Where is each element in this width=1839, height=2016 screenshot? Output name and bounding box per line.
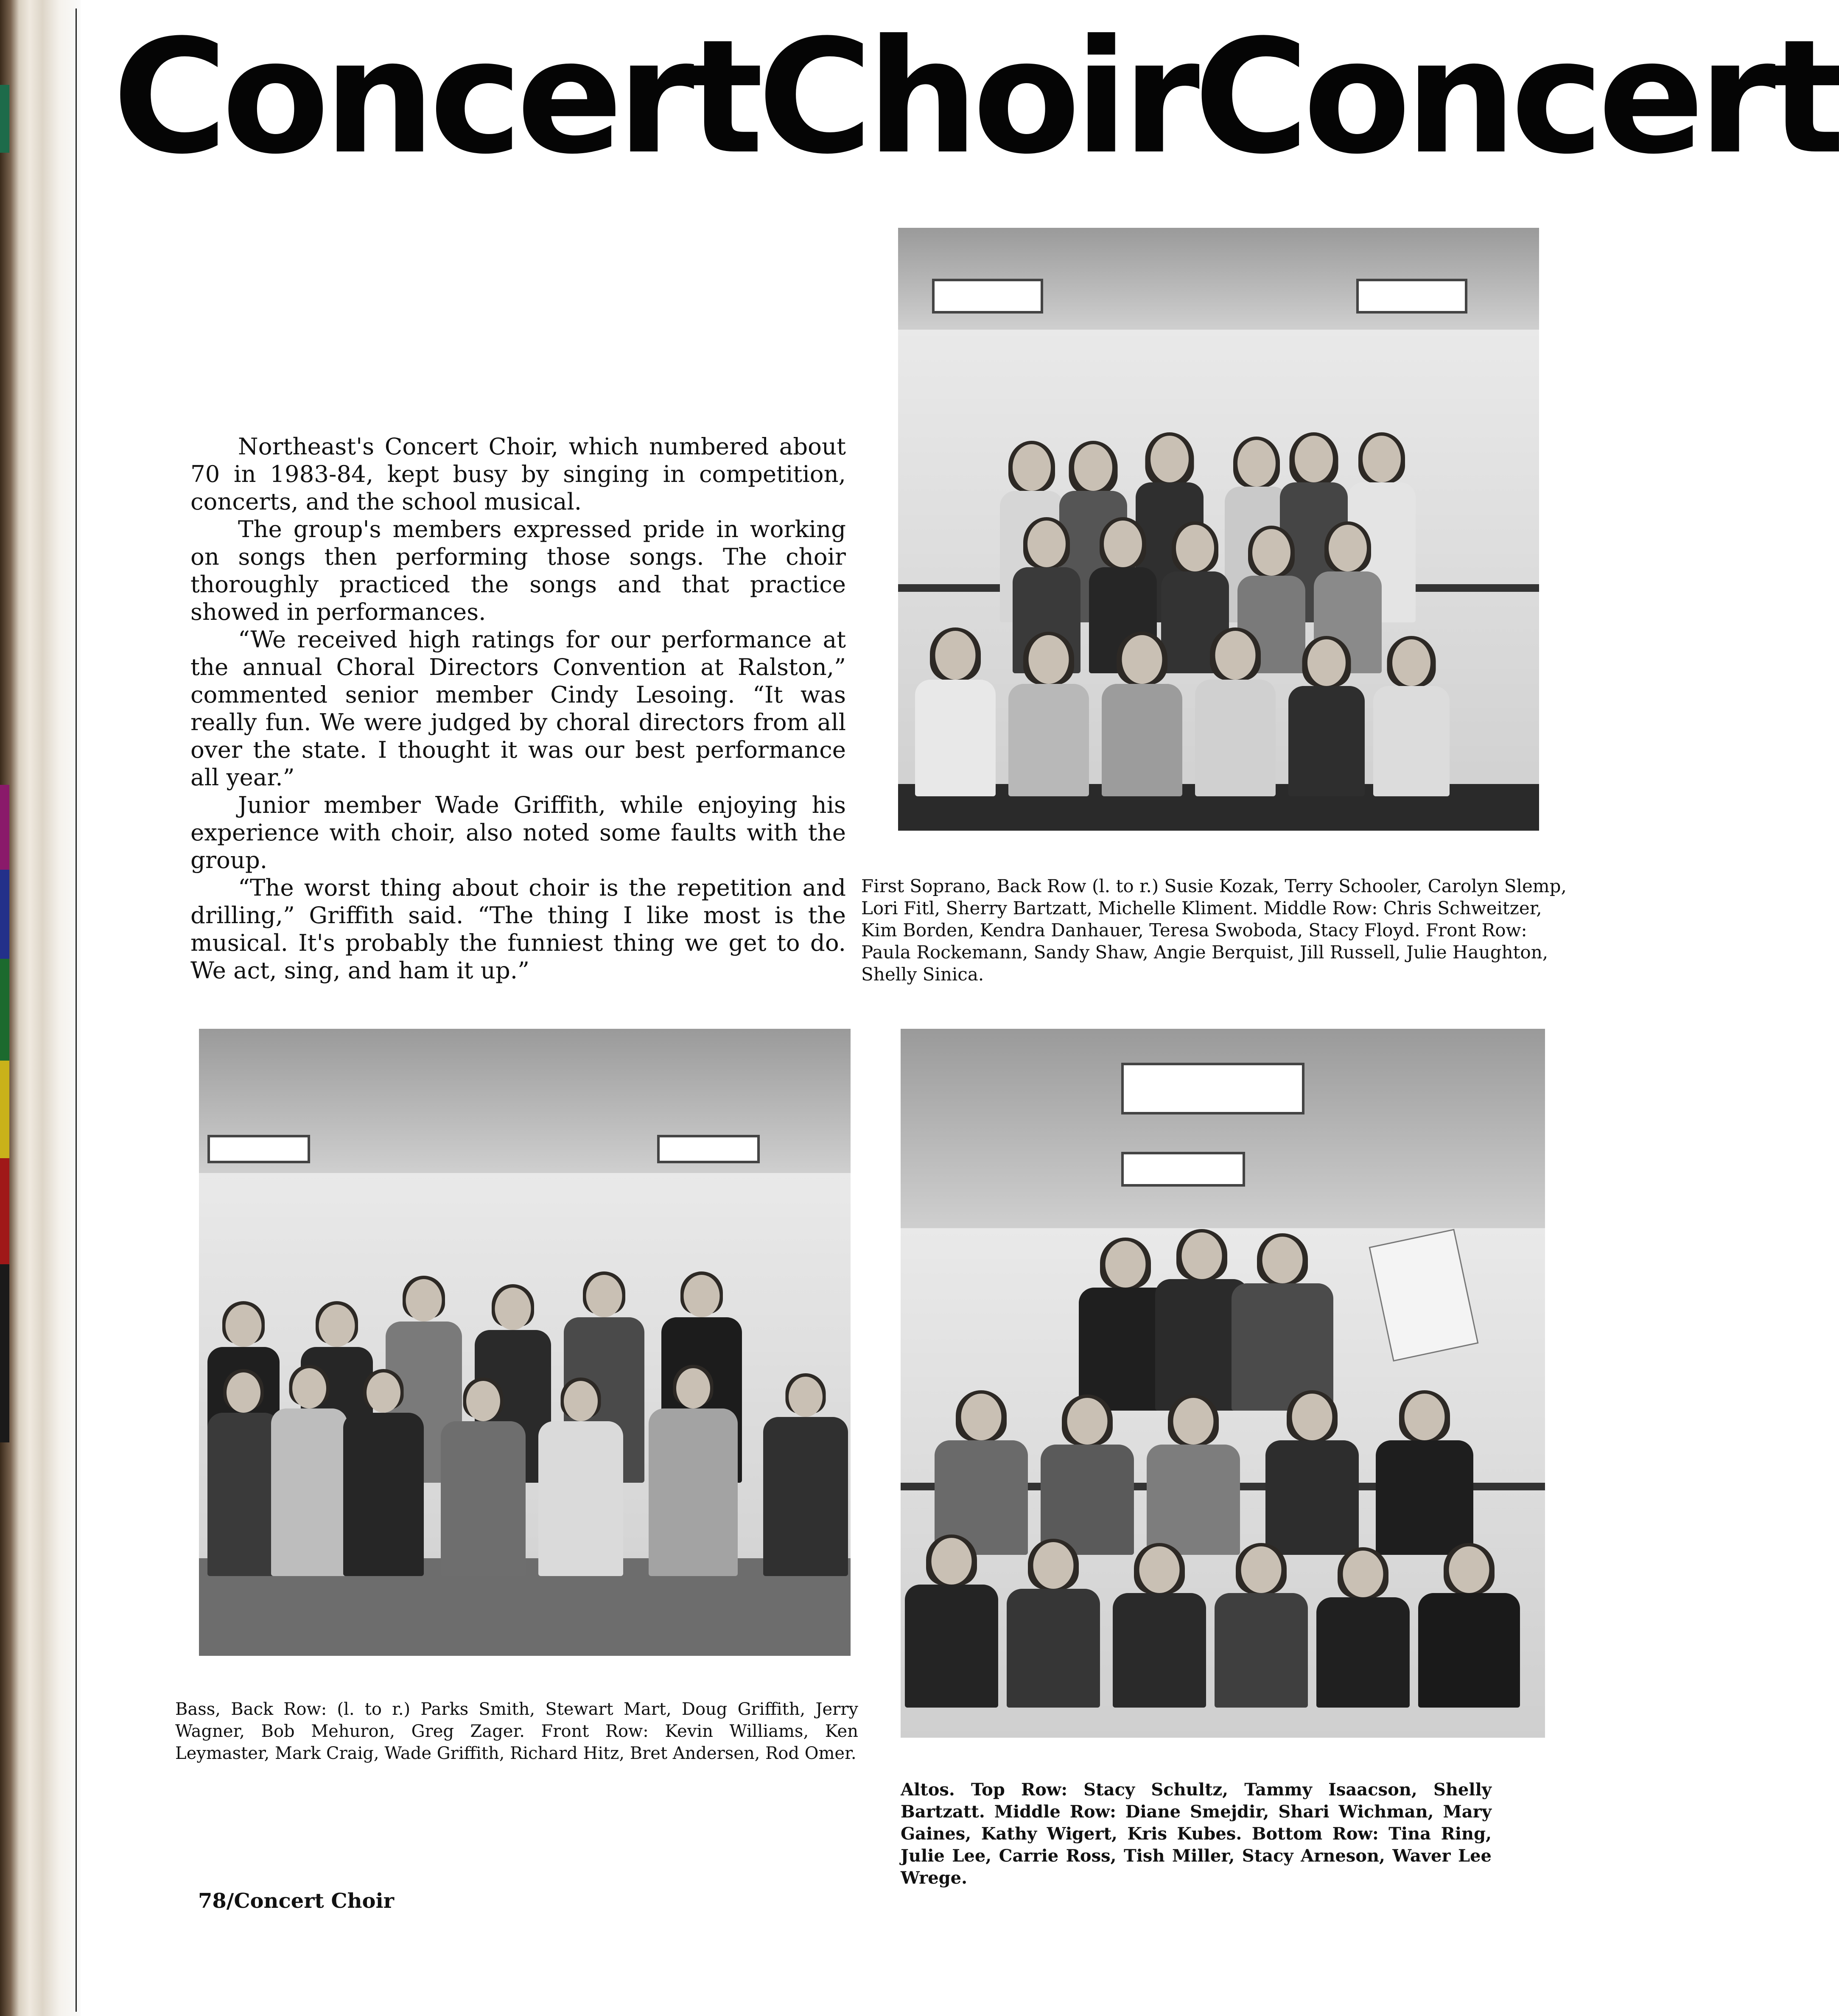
page-headline: ConcertChoirConcert bbox=[112, 6, 1839, 189]
article-body bbox=[190, 433, 846, 984]
choir-member bbox=[1376, 1394, 1473, 1555]
choir-member bbox=[1418, 1546, 1520, 1708]
ceiling-light bbox=[932, 279, 1043, 314]
book-binding-edge bbox=[0, 0, 81, 2016]
article-paragraph: “The worst thing about choir is the repetition and drilling,” Griffith said. “The thing I like most is the musical. It's probably the funniest thing we get to do. We act, sing, and ham it up.” bbox=[190, 874, 846, 984]
choir-member bbox=[1215, 1546, 1308, 1708]
choir-member bbox=[649, 1368, 738, 1576]
ceiling-light bbox=[1356, 279, 1467, 314]
choir-member bbox=[207, 1372, 280, 1576]
choir-member bbox=[1102, 635, 1182, 796]
bass-caption: Bass, Back Row: (l. to r.) Parks Smith, Stewart Mart, Doug Griffith, Jerry Wagner, Bob Mehuron, Greg Zager. Front Row: Kevin Williams, Ken Leymaster, Mark Craig, Wade Griffith, Richard Hitz, Bret Andersen, Rod Omer. bbox=[175, 1700, 858, 1763]
choir-member bbox=[1008, 635, 1089, 796]
binding-tab-magenta bbox=[0, 785, 9, 870]
choir-member bbox=[1147, 1398, 1240, 1555]
choir-member bbox=[935, 1394, 1028, 1555]
choir-member bbox=[1316, 1551, 1410, 1708]
bass-photo bbox=[199, 1029, 851, 1656]
binding-tab-blue bbox=[0, 870, 9, 959]
ceiling-light bbox=[657, 1135, 760, 1163]
choir-member bbox=[1265, 1394, 1359, 1555]
article-paragraph: Junior member Wade Griffith, while enjoying his experience with choir, also noted some faults with the group. bbox=[190, 791, 846, 874]
page-folio: 78/Concert Choir bbox=[198, 1889, 395, 1913]
choir-member bbox=[343, 1372, 424, 1576]
choir-member bbox=[1373, 639, 1450, 796]
binding-tab-yellow bbox=[0, 1061, 9, 1158]
choir-member bbox=[905, 1538, 998, 1708]
ceiling-light bbox=[1121, 1152, 1245, 1187]
choir-member bbox=[915, 631, 996, 796]
ceiling-light bbox=[207, 1135, 310, 1163]
article-paragraph: The group's members expressed pride in working on songs then performing those songs. The choir thoroughly practiced the songs and that practice showed in performances. bbox=[190, 515, 846, 625]
choir-member bbox=[538, 1381, 623, 1576]
choir-member bbox=[1288, 639, 1365, 796]
choir-member bbox=[1041, 1398, 1134, 1555]
choir-member bbox=[1007, 1542, 1100, 1708]
binding-tab-dark bbox=[0, 1264, 9, 1442]
choir-member bbox=[271, 1368, 347, 1576]
choir-member bbox=[441, 1381, 526, 1576]
article-paragraph: “We received high ratings for our performance at the annual Choral Directors Convention at Ralston,” commented senior member Cindy Lesoing. “It was really fun. We were judged by choral directors from all over the state. I thought it was our best performance all year.” bbox=[190, 626, 846, 791]
ceiling-light bbox=[1121, 1063, 1304, 1114]
ceiling bbox=[901, 1029, 1545, 1228]
article-paragraph: Northeast's Concert Choir, which numbered about 70 in 1983-84, kept busy by singing in competition, concerts, and the school musical. bbox=[190, 433, 846, 515]
first-soprano-photo bbox=[898, 228, 1539, 831]
choir-member bbox=[763, 1377, 848, 1576]
altos-caption: Altos. Top Row: Stacy Schultz, Tammy Isaacson, Shelly Bartzatt. Middle Row: Diane Smejdir, Shari Wichman, Mary Gaines, Kathy Wigert, Kris Kubes. Bottom Row: Tina Ring, Julie Lee, Carrie Ross, Tish Miller, Stacy Arneson, Waver Lee Wrege. bbox=[901, 1780, 1492, 1888]
binding-tab-green-2 bbox=[0, 959, 9, 1061]
choir-member bbox=[1232, 1237, 1333, 1411]
altos-photo bbox=[901, 1029, 1545, 1738]
choir-member bbox=[1195, 631, 1276, 796]
binding-tab-green bbox=[0, 85, 9, 153]
first-soprano-caption: First Soprano, Back Row (l. to r.) Susie Kozak, Terry Schooler, Carolyn Slemp, Lori Fitl, Sherry Bartzatt, Michelle Kliment. Middle Row: Chris Schweitzer, Kim Borden, Kendra Danhauer, Teresa Swoboda, Stacy Floyd. Front Row: Paula Rockemann, Sandy Shaw, Angie Berquist, Jill Russell, Julie Haughton, Shelly Sinica. bbox=[861, 876, 1567, 985]
binding-tab-red bbox=[0, 1158, 9, 1264]
choir-member bbox=[1113, 1546, 1206, 1708]
